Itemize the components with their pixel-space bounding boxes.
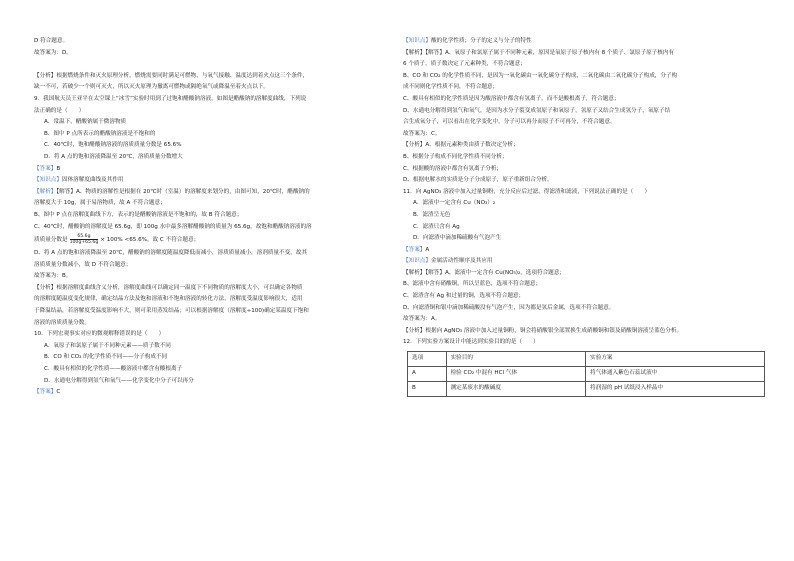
explanation-line: 溶质质量分数减小，故 D 不符合题意； <box>34 261 132 268</box>
option-a: A．氧原子和氯原子属于不同种元素——质子数不同 <box>44 342 171 349</box>
option-b: B．图中 P 点所表示的醋酸钠溶液是不饱和的 <box>44 130 156 137</box>
explanation-line: C、40℃时，醋酸钠的溶解度是 65.6g，即 100g 水中最多溶解醋酸钠的质量为 65.6g，故饱和醋酸钠溶液的溶 <box>34 223 312 230</box>
table-cell: B <box>408 382 447 397</box>
explanation-line <box>34 187 392 199</box>
text-line: 故答案为：D。 <box>34 49 72 56</box>
experiment-table <box>407 351 765 397</box>
question-10-stem: 10．下列宏观事实对应的微观解释错误的是（ ） <box>34 331 165 338</box>
option-b: B．滤渣呈无色 <box>413 211 451 218</box>
fraction-numerator: 65.6g <box>70 234 99 241</box>
explanation-line: D、向滤渣铜和银中滴加稀硫酸没有气泡产生，因为都是氢后金属，选项不符合题意。 <box>403 304 615 311</box>
knowledge-point-line <box>403 256 765 268</box>
option-d: D．将 A 点的饱和溶液降温至 20℃，溶质质量分数增大 <box>44 153 183 160</box>
analysis-line: 【分析】根据向 AgNO₃ 溶液中加入过量铜粉，铜会将硝酸银全部置换生成硝酸铜和银及硝酸铜溶液呈蓝色分析。 <box>403 327 683 334</box>
explanation-text: 【解答】A、物质的溶解性是根据在 20℃时（室温）的溶解度来划分的，由图可知，20℃时，醋酸钠的 <box>56 188 310 195</box>
option-b: B．CO 和 CO₂ 的化学性质不同——分子构成不同 <box>44 354 168 361</box>
table-cell: 将润湿的 pH 试纸浸入样品中 <box>586 382 765 397</box>
explanation-line: 故答案为：B。 <box>34 273 72 280</box>
explanation-line: 成不同则化学性质不同，不符合题意； <box>403 84 499 91</box>
explanation-line: C、酸具有相似的化学性质是因为酸溶液中都含有氢离子，而不是酸根离子，符合题意； <box>403 95 620 102</box>
table-header-row <box>408 352 765 367</box>
explanation-line: D、水通电分解得到氢气和氧气，是因为水分子裂变成氢原子和氧原子，氢原子又结合生成氢分子，氧原子结 <box>403 107 671 114</box>
explanation-line <box>34 233 392 248</box>
option-d: D．向滤渣中滴加稀硫酸有气泡产生 <box>413 235 502 242</box>
fraction-denominator: 100g+65.6g <box>69 240 99 246</box>
question-12-stem: 12．下列实验方案设计中能达到实验目的的是（ ） <box>403 339 539 346</box>
table-header-cell: 选项 <box>408 352 447 367</box>
knowledge-point-tag: 【知识点】 <box>403 38 431 44</box>
knowledge-point-tag: 【知识点】 <box>34 177 62 184</box>
table-header-cell: 实验方案 <box>586 352 765 367</box>
knowledge-point-tag: 【知识点】 <box>403 258 431 265</box>
table-row <box>408 367 765 382</box>
explanation-line: B、滤液中含有硝酸铜，所以呈蓝色，选项不符合题意； <box>403 281 542 288</box>
left-column <box>34 36 392 399</box>
table-row <box>408 382 765 397</box>
analysis-line: 缺一不可，若破少一个则可灭火，所以灭火原理为撤离可燃物或隔绝氧气或降温至着火点以下。 <box>34 84 269 91</box>
explanation-line: B、CO 和 CO₂ 的化学性质不同，是因为一氧化碳由一氧化碳分子构成，二氧化碳由二氧化碳分子构成，分子构 <box>403 72 678 79</box>
option-a: A．常温下，醋酸钠属于微溶物质 <box>44 119 127 126</box>
answer-tag: 【答案】 <box>34 389 57 396</box>
explanation-line: 故答案为：A。 <box>403 316 441 323</box>
option-d: D．水通电分解得到氢气和氧气——化学变化中分子可以再分 <box>44 377 194 384</box>
option-c: C．40℃时，饱和醋酸钠溶液的溶质质量分数是 65.6% <box>44 142 182 149</box>
analysis-line: C、根据酸的溶液中都含有氢离子分析； <box>403 165 503 172</box>
table-header-cell: 实验目的 <box>446 352 586 367</box>
table-cell: 测定某废水的酸碱度 <box>446 382 586 397</box>
option-c: C．滤渣只含有 Ag <box>413 223 460 230</box>
explanation-line: 【解析】【解答】A、氧原子和氯原子属于不同种元素，原因是氧原子原子核内有 8 个质子、氯原子原子核内有 <box>403 49 675 56</box>
answer-tag: 【答案】 <box>34 165 57 172</box>
explanation-text: 质质量分数是 <box>34 237 68 244</box>
analysis-line: 溶液的溶质质量分数。 <box>34 319 90 326</box>
explanation-text: × 100% <65.6%，故 C 不符合题意； <box>100 237 200 244</box>
answer-value: A <box>425 246 430 253</box>
answer-line <box>34 387 392 399</box>
analysis-line: 于降温结晶，若溶解度受温度影响不大，则可采用蒸发结晶；可以根据溶解度（溶解度÷100)确定某温度下饱和 <box>34 308 309 315</box>
analysis-line: 【分析】根据燃烧条件和灭火原理分析，燃烧需要同时满足可燃物、与氧气接触、温度达到着火点这三个条件， <box>34 72 309 79</box>
table-cell: A <box>408 367 447 382</box>
analysis-line: D、根据电解水的实质是分子分成原子，原子重新组合分析。 <box>403 177 553 184</box>
explanation-line: B、图中 P 点在溶解度曲线下方，表示的是醋酸钠溶液是不饱和的，故 B 符合题意； <box>34 211 243 218</box>
knowledge-point-value: 固体溶解度曲线及其作用 <box>61 177 124 184</box>
knowledge-point-value: 酸的化学性质；分子的定义与分子的特性 <box>430 38 532 44</box>
question-9-stem: 9．我国航天员王亚平在太空课上“冰雪”实验时用到了过饱和醋酸钠溶液，如图是醋酸钠的溶解度曲线，下列说 <box>34 95 307 102</box>
explanation-line: 【解析】【解答】A、滤液中一定含有 Cu(NO₃)₂，选项符合题意； <box>403 269 565 276</box>
explanation-line: 故答案为：C。 <box>403 130 441 137</box>
table-cell: 检验 CO₂ 中混有 HCl 气体 <box>446 367 586 382</box>
analysis-line: 【分析】A、根据元素种类由质子数决定分析； <box>403 142 519 149</box>
analysis-line: 【分析】根据溶解度曲线含义分析，溶解度曲线可以确定同一温度下不同物质的溶解度大小，可以确定各物质 <box>34 284 303 291</box>
knowledge-point-line <box>34 175 392 187</box>
question-11-stem: 11．向 AgNO₃ 溶液中加入过量铜粉，充分反应后过滤，得滤渣和滤液，下列说法正确的是（ ） <box>403 188 651 195</box>
fraction <box>70 234 99 246</box>
text-line: D 符合题意。 <box>34 38 69 44</box>
knowledge-point-value: 金属活动性顺序及其应用 <box>430 258 493 265</box>
table-cell: 将气体通入紫色石蕊试液中 <box>586 367 765 382</box>
analysis-line: 的溶解度随温度变化规律，确定结晶方法及饱和溶液和不饱和溶液的转化方法，溶解度受温度影响很大，适用 <box>34 296 303 303</box>
explanation-line: 6 个质子，质子数决定了元素种类，不符合题意； <box>403 61 526 68</box>
option-c: C．酸具有相似的化学性质——酸溶液中都含有酸根离子 <box>44 366 183 373</box>
explanation-line: C、滤渣含有 Ag 和过量的铜，选项不符合题意； <box>403 293 525 300</box>
knowledge-point-line <box>403 36 765 48</box>
explanation-line: 溶解度大于 10g，属于易溶物质，故 A 不符合题意； <box>34 200 166 207</box>
analysis-line: B、根据分子构成不同化学性质不同分析； <box>403 153 508 160</box>
answer-tag: 【答案】 <box>403 246 426 253</box>
answer-value: B <box>56 165 61 172</box>
explanation-tag: 【解析】 <box>34 188 57 195</box>
explanation-line: 合生成氧分子，可以看出在化学变化中，分子可以再分而原子不可再分，不符合题意。 <box>403 119 616 126</box>
option-a: A．滤液中一定含有 Cu（NO₃）₂ <box>413 200 496 207</box>
question-9-stem: 法正确的是（ ） <box>34 107 85 114</box>
answer-line <box>34 164 392 176</box>
answer-line <box>403 245 765 257</box>
right-column <box>403 36 765 397</box>
explanation-line: D、将 A 点的饱和溶液降温至 20℃，醋酸钠的溶解度随温度降低而减小，溶质质量减小，溶剂质量不变，故其 <box>34 250 307 257</box>
answer-value: C <box>56 389 61 396</box>
